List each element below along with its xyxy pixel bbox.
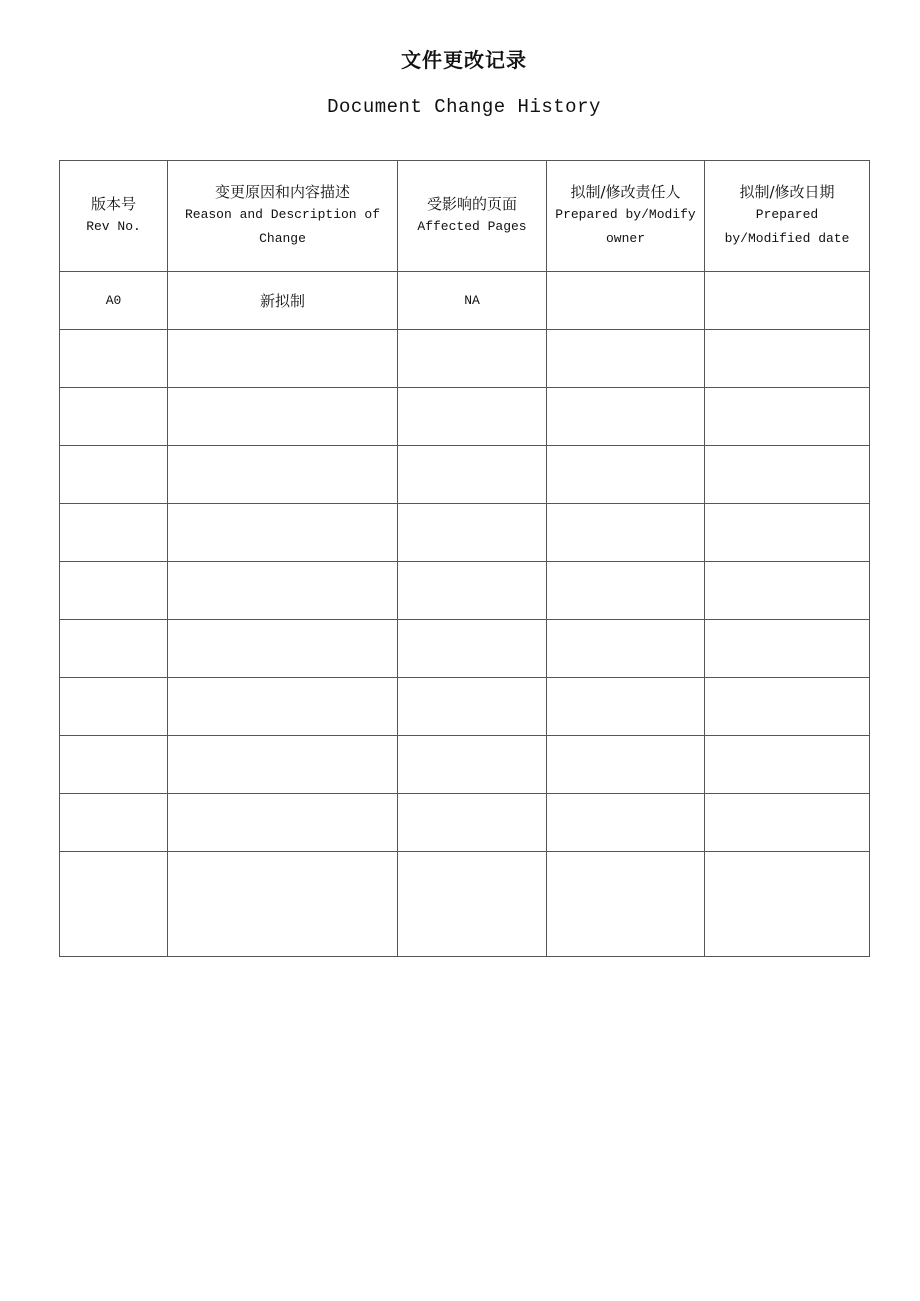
cell-prepared-by <box>547 504 705 562</box>
cell-rev-no <box>60 736 168 794</box>
header-prepared-by <box>547 161 705 272</box>
cell-reason <box>168 620 398 678</box>
cell-date <box>705 678 870 736</box>
cell-date <box>705 620 870 678</box>
cell-affected-pages <box>398 562 547 620</box>
cell-date <box>705 852 870 957</box>
cell-affected-pages <box>398 504 547 562</box>
cell-reason <box>168 330 398 388</box>
cell-reason <box>168 388 398 446</box>
table-row <box>60 272 870 330</box>
header-prepared-by-cn: 拟制/修改责任人 <box>570 183 681 201</box>
cell-reason <box>168 852 398 957</box>
cell-rev-no <box>60 388 168 446</box>
cell-rev-no <box>60 620 168 678</box>
table-header-row <box>60 161 870 272</box>
document-title-en: Document Change History <box>327 96 601 118</box>
header-affected-pages-cn: 受影响的页面 <box>426 195 517 213</box>
table-row <box>60 794 870 852</box>
cell-date <box>705 794 870 852</box>
cell-prepared-by <box>547 446 705 504</box>
cell-rev-no: A0 <box>60 272 168 330</box>
header-affected-pages <box>398 161 547 272</box>
cell-affected-pages <box>398 388 547 446</box>
cell-prepared-by <box>547 852 705 957</box>
cell-affected-pages <box>398 620 547 678</box>
header-rev-no-cn: 版本号 <box>90 195 136 213</box>
cell-prepared-by <box>547 678 705 736</box>
cell-date <box>705 388 870 446</box>
cell-date <box>705 446 870 504</box>
cell-reason <box>168 794 398 852</box>
cell-prepared-by <box>547 794 705 852</box>
cell-prepared-by <box>547 562 705 620</box>
cell-prepared-by <box>547 736 705 794</box>
cell-prepared-by <box>547 272 705 330</box>
cell-affected-pages <box>398 446 547 504</box>
cell-reason <box>168 562 398 620</box>
cell-affected-pages <box>398 736 547 794</box>
header-prepared-by-en: Prepared by/Modify owner <box>555 207 696 246</box>
cell-rev-no <box>60 794 168 852</box>
header-reason <box>168 161 398 272</box>
cell-date <box>705 504 870 562</box>
cell-date <box>705 562 870 620</box>
cell-reason <box>168 504 398 562</box>
cell-prepared-by <box>547 620 705 678</box>
cell-rev-no <box>60 446 168 504</box>
table-row <box>60 504 870 562</box>
cell-date <box>705 736 870 794</box>
cell-reason <box>168 736 398 794</box>
cell-reason: 新拟制 <box>168 272 398 330</box>
header-date <box>705 161 870 272</box>
header-date-cn: 拟制/修改日期 <box>739 183 835 201</box>
cell-affected-pages <box>398 330 547 388</box>
cell-prepared-by <box>547 330 705 388</box>
cell-date <box>705 330 870 388</box>
table-row <box>60 852 870 957</box>
change-history-table <box>59 160 870 957</box>
cell-affected-pages <box>398 678 547 736</box>
table-row <box>60 620 870 678</box>
cell-rev-no <box>60 504 168 562</box>
cell-rev-no <box>60 330 168 388</box>
cell-reason <box>168 678 398 736</box>
table-row <box>60 678 870 736</box>
header-rev-no <box>60 161 168 272</box>
cell-rev-no <box>60 852 168 957</box>
cell-reason <box>168 446 398 504</box>
table-row <box>60 330 870 388</box>
cell-prepared-by <box>547 388 705 446</box>
cell-affected-pages <box>398 794 547 852</box>
table-row <box>60 562 870 620</box>
header-affected-pages-en: Affected Pages <box>417 219 527 234</box>
header-rev-no-en: Rev No. <box>86 219 141 234</box>
table-row <box>60 736 870 794</box>
header-reason-en: Reason and Description of Change <box>184 207 381 246</box>
document-title-cn: 文件更改记录 <box>401 48 527 72</box>
cell-affected-pages: NA <box>398 272 547 330</box>
cell-rev-no <box>60 562 168 620</box>
cell-affected-pages <box>398 852 547 957</box>
table-row <box>60 388 870 446</box>
header-date-en: Prepared by/Modified date <box>724 207 850 246</box>
table-row <box>60 446 870 504</box>
header-reason-cn: 变更原因和内容描述 <box>214 183 350 201</box>
cell-date <box>705 272 870 330</box>
cell-rev-no <box>60 678 168 736</box>
